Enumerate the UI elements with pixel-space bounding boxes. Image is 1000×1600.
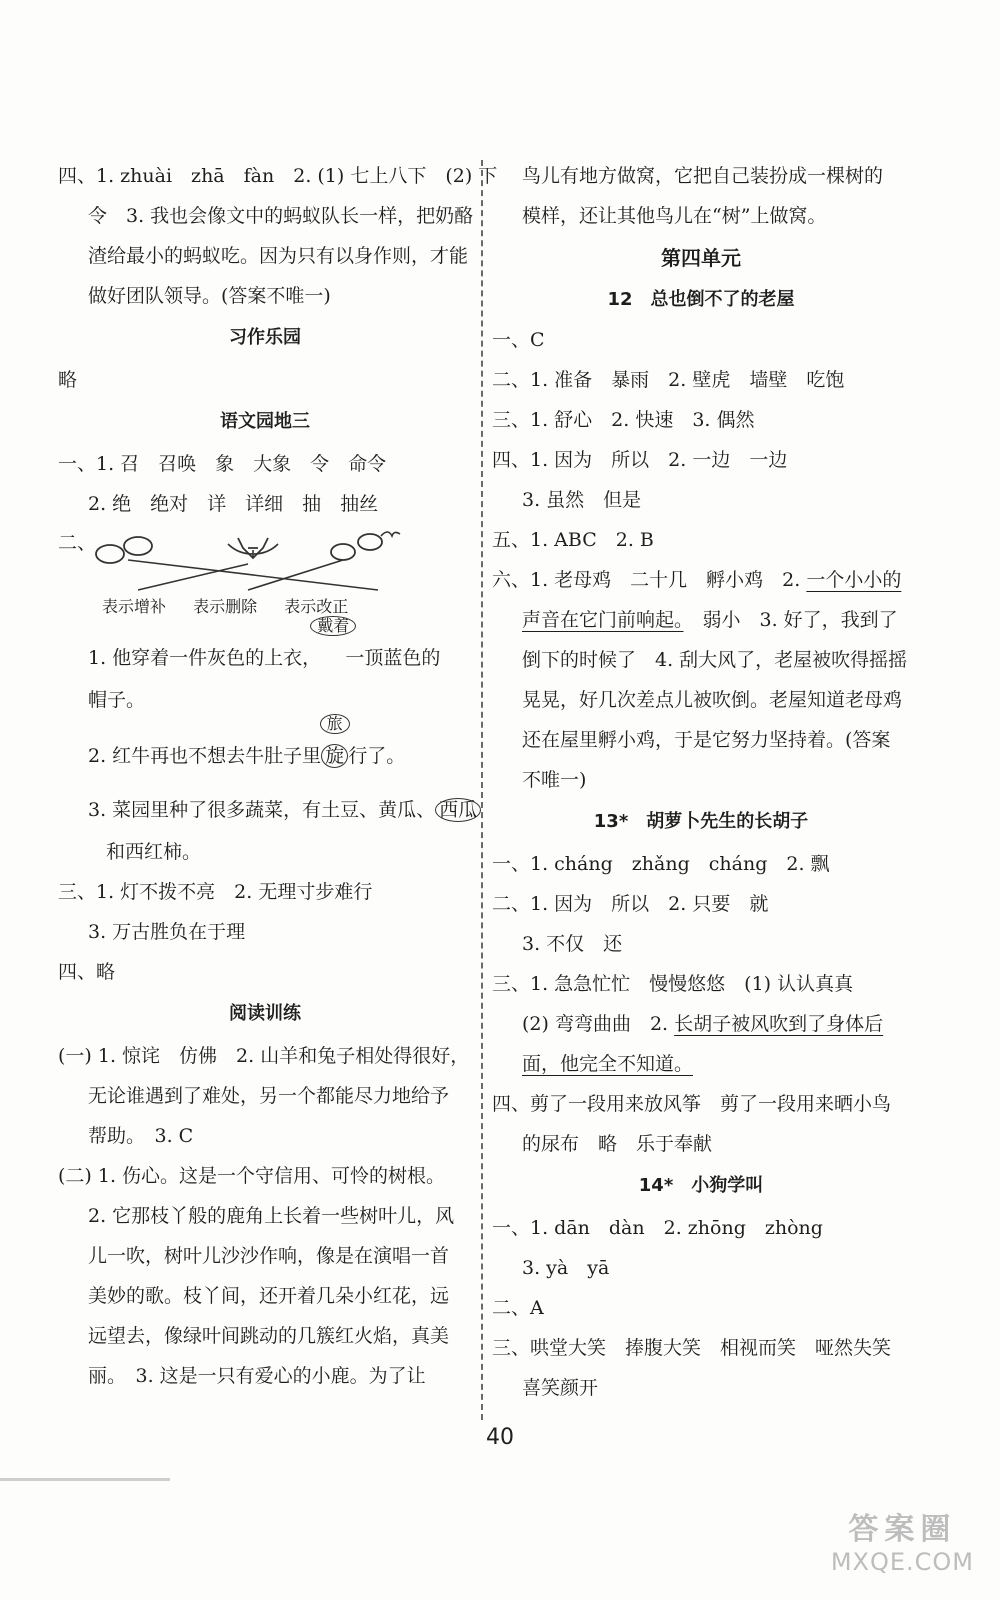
text-line: 三、哄堂大笑 捧腹大笑 相视而笑 哑然失笑 <box>492 1337 892 1359</box>
caption-insert: 表示增补 <box>102 597 167 616</box>
text-line: 1. 他穿着一件灰色的上衣， 戴着 一顶蓝色的 <box>58 636 472 680</box>
text-line: 还在屋里孵小鸡，于是它努力坚持着。(答案 <box>522 729 891 751</box>
text-line: 二、A <box>492 1297 544 1319</box>
text-line: 令 3. 我也会像文中的蚂蚁队长一样，把奶酪 <box>88 205 474 227</box>
proofreading-marks <box>58 524 472 636</box>
text-line: 的尿布 略 乐于奉献 <box>522 1133 713 1155</box>
correct-mark-loop <box>358 534 382 550</box>
text-line: 丽。 3. 这是一只有爱心的小鹿。为了让 <box>88 1365 426 1387</box>
text-line: 略 <box>58 369 78 391</box>
correct-annotation <box>321 714 348 778</box>
marks-captions <box>102 594 370 617</box>
text-line: 和西红柿。 <box>106 841 202 863</box>
text-line: 3. 菜园里种了很多蔬菜，有土豆、黄瓜、 西瓜 <box>58 788 472 832</box>
text-line: 3. 万古胜负在于理 <box>88 921 246 943</box>
column-divider <box>481 160 483 1420</box>
delete-mark-loop <box>124 537 152 555</box>
text-line: 二、1. 准备 暴雨 2. 壁虎 墙壁 吃饱 <box>492 369 845 391</box>
text-line: 四、剪了一段用来放风筝 剪了一段用来晒小鸟 <box>492 1093 892 1115</box>
text-line: 一、1. 召 召唤 象 大象 令 命令 <box>58 453 387 475</box>
proofreading-marks-diagram <box>88 524 418 594</box>
text-line: 帽子。 <box>88 689 146 711</box>
text-line: (一) 1. 惊诧 仿佛 2. 山羊和兔子相处得很好， <box>58 1045 470 1067</box>
text-line: 做好团队领导。(答案不唯一) <box>88 285 331 307</box>
text-line: 3. 不仅 还 <box>522 933 623 955</box>
lesson-heading: 14* 小狗学叫 <box>638 1175 764 1196</box>
text-line: 帮助。 3. C <box>88 1125 194 1147</box>
text-line: (2) 弯弯曲曲 2. 长胡子被风吹到了身体后 <box>522 1013 884 1035</box>
text-line: (二) 1. 伤心。这是一个守信用、可怜的树根。 <box>58 1165 446 1187</box>
text-line: 2. 它那枝丫般的鹿角上长着一些树叶儿，风 <box>88 1205 455 1227</box>
corrected-char: 旅 <box>320 714 350 734</box>
text-line: 六、1. 老母鸡 二十几 孵小鸡 2. 一个小小的 <box>492 569 902 591</box>
circled-char: 旋 <box>321 744 348 768</box>
text-line: 儿一吹，树叶儿沙沙作响，像是在演唱一首 <box>88 1245 450 1267</box>
text-line: 倒下的时候了 4. 刮大风了，老屋被吹得摇摇 <box>522 649 908 671</box>
text-line <box>492 1044 910 1084</box>
text-line: 喜笑颜开 <box>522 1377 599 1399</box>
text-line: 鸟儿有地方做窝，它把自己装扮成一棵树的 <box>522 165 884 187</box>
page-number: 40 <box>486 1425 514 1450</box>
watermark-title: 答案圈 <box>848 1512 957 1547</box>
insert-annotation <box>317 616 350 680</box>
caption-delete: 表示删除 <box>193 597 258 616</box>
text-line: 二、1. 因为 所以 2. 只要 就 <box>492 893 769 915</box>
text-line: 2. 绝 绝对 详 详细 抽 抽丝 <box>88 493 379 515</box>
text-line: 不唯一) <box>522 769 587 791</box>
left-column <box>58 156 498 1396</box>
text-line: 三、1. 舒心 2. 快速 3. 偶然 <box>492 409 755 431</box>
lesson-heading: 12 总也倒不了的老屋 <box>607 289 795 310</box>
deleted-word: 西瓜 <box>435 798 481 822</box>
text-line: 3. 虽然 但是 <box>522 489 642 511</box>
question-label: 二、 <box>58 532 97 554</box>
text-line: 四、略 <box>58 961 116 983</box>
delete-mark-loop <box>96 545 124 563</box>
text-line: 美妙的歌。枝丫间，还开着几朵小红花，远 <box>88 1285 450 1307</box>
section-heading: 习作乐园 <box>229 327 301 348</box>
unit-heading: 第四单元 <box>661 246 741 270</box>
text-line: 四、1. zhuài zhā fàn 2. (1) 七上八下 (2) 下 <box>58 165 498 187</box>
text-line: 2. 红牛再也不想去牛肚子里 旅 旋 行了。 <box>58 734 472 778</box>
watermark-logo <box>831 1504 974 1576</box>
text-line: 模样，还让其他鸟儿在“树”上做窝。 <box>522 205 827 227</box>
correct-mark-loop <box>331 544 355 560</box>
text-line: 四、1. 因为 所以 2. 一边 一边 <box>492 449 788 471</box>
underlined-answer: 一个小小的 <box>806 569 902 591</box>
underlined-answer: 面，他完全不知道。 <box>522 1053 694 1075</box>
inserted-word: 戴着 <box>310 616 356 636</box>
text-line: 一、1. cháng zhǎng cháng 2. 飘 <box>492 853 830 875</box>
right-column <box>492 156 910 1408</box>
text-line: 声音在它门前响起。 弱小 3. 好了，我到了 <box>522 609 898 631</box>
text-line: 一、C <box>492 329 545 351</box>
underlined-answer: 声音在它门前响起。 <box>522 609 684 631</box>
section-heading: 语文园地三 <box>220 411 310 432</box>
text-line: 远望去，像绿叶间跳动的几簇红火焰，真美 <box>88 1325 450 1347</box>
text-line: 3. yà yā <box>522 1257 610 1279</box>
insert-mark-arms <box>228 544 278 558</box>
text-line: 三、1. 急急忙忙 慢慢悠悠 (1) 认认真真 <box>492 973 854 995</box>
text-line: 无论谁遇到了难处，另一个都能尽力地给予 <box>88 1085 450 1107</box>
connector-line <box>248 560 343 590</box>
watermark-url: MXQE.COM <box>830 1548 974 1576</box>
caption-correct: 表示改正 <box>284 597 349 616</box>
text-line: 渣给最小的蚂蚁吃。因为只有以身作则，才能 <box>88 245 469 267</box>
text-line: 晃晃，好几次差点儿被吹倒。老屋知道老母鸡 <box>522 689 903 711</box>
correct-mark-tail <box>381 532 400 536</box>
text-line: 三、1. 灯不拨不亮 2. 无理寸步难行 <box>58 881 373 903</box>
scan-artifact <box>0 1478 170 1481</box>
lesson-heading: 13* 胡萝卜先生的长胡子 <box>593 811 809 832</box>
text-line: 五、1. ABC 2. B <box>492 529 654 551</box>
section-heading: 阅读训练 <box>229 1003 301 1024</box>
underlined-answer: 长胡子被风吹到了身体后 <box>674 1013 884 1035</box>
text-line: 一、1. dān dàn 2. zhōng zhòng <box>492 1217 823 1239</box>
connector-line <box>128 560 378 590</box>
